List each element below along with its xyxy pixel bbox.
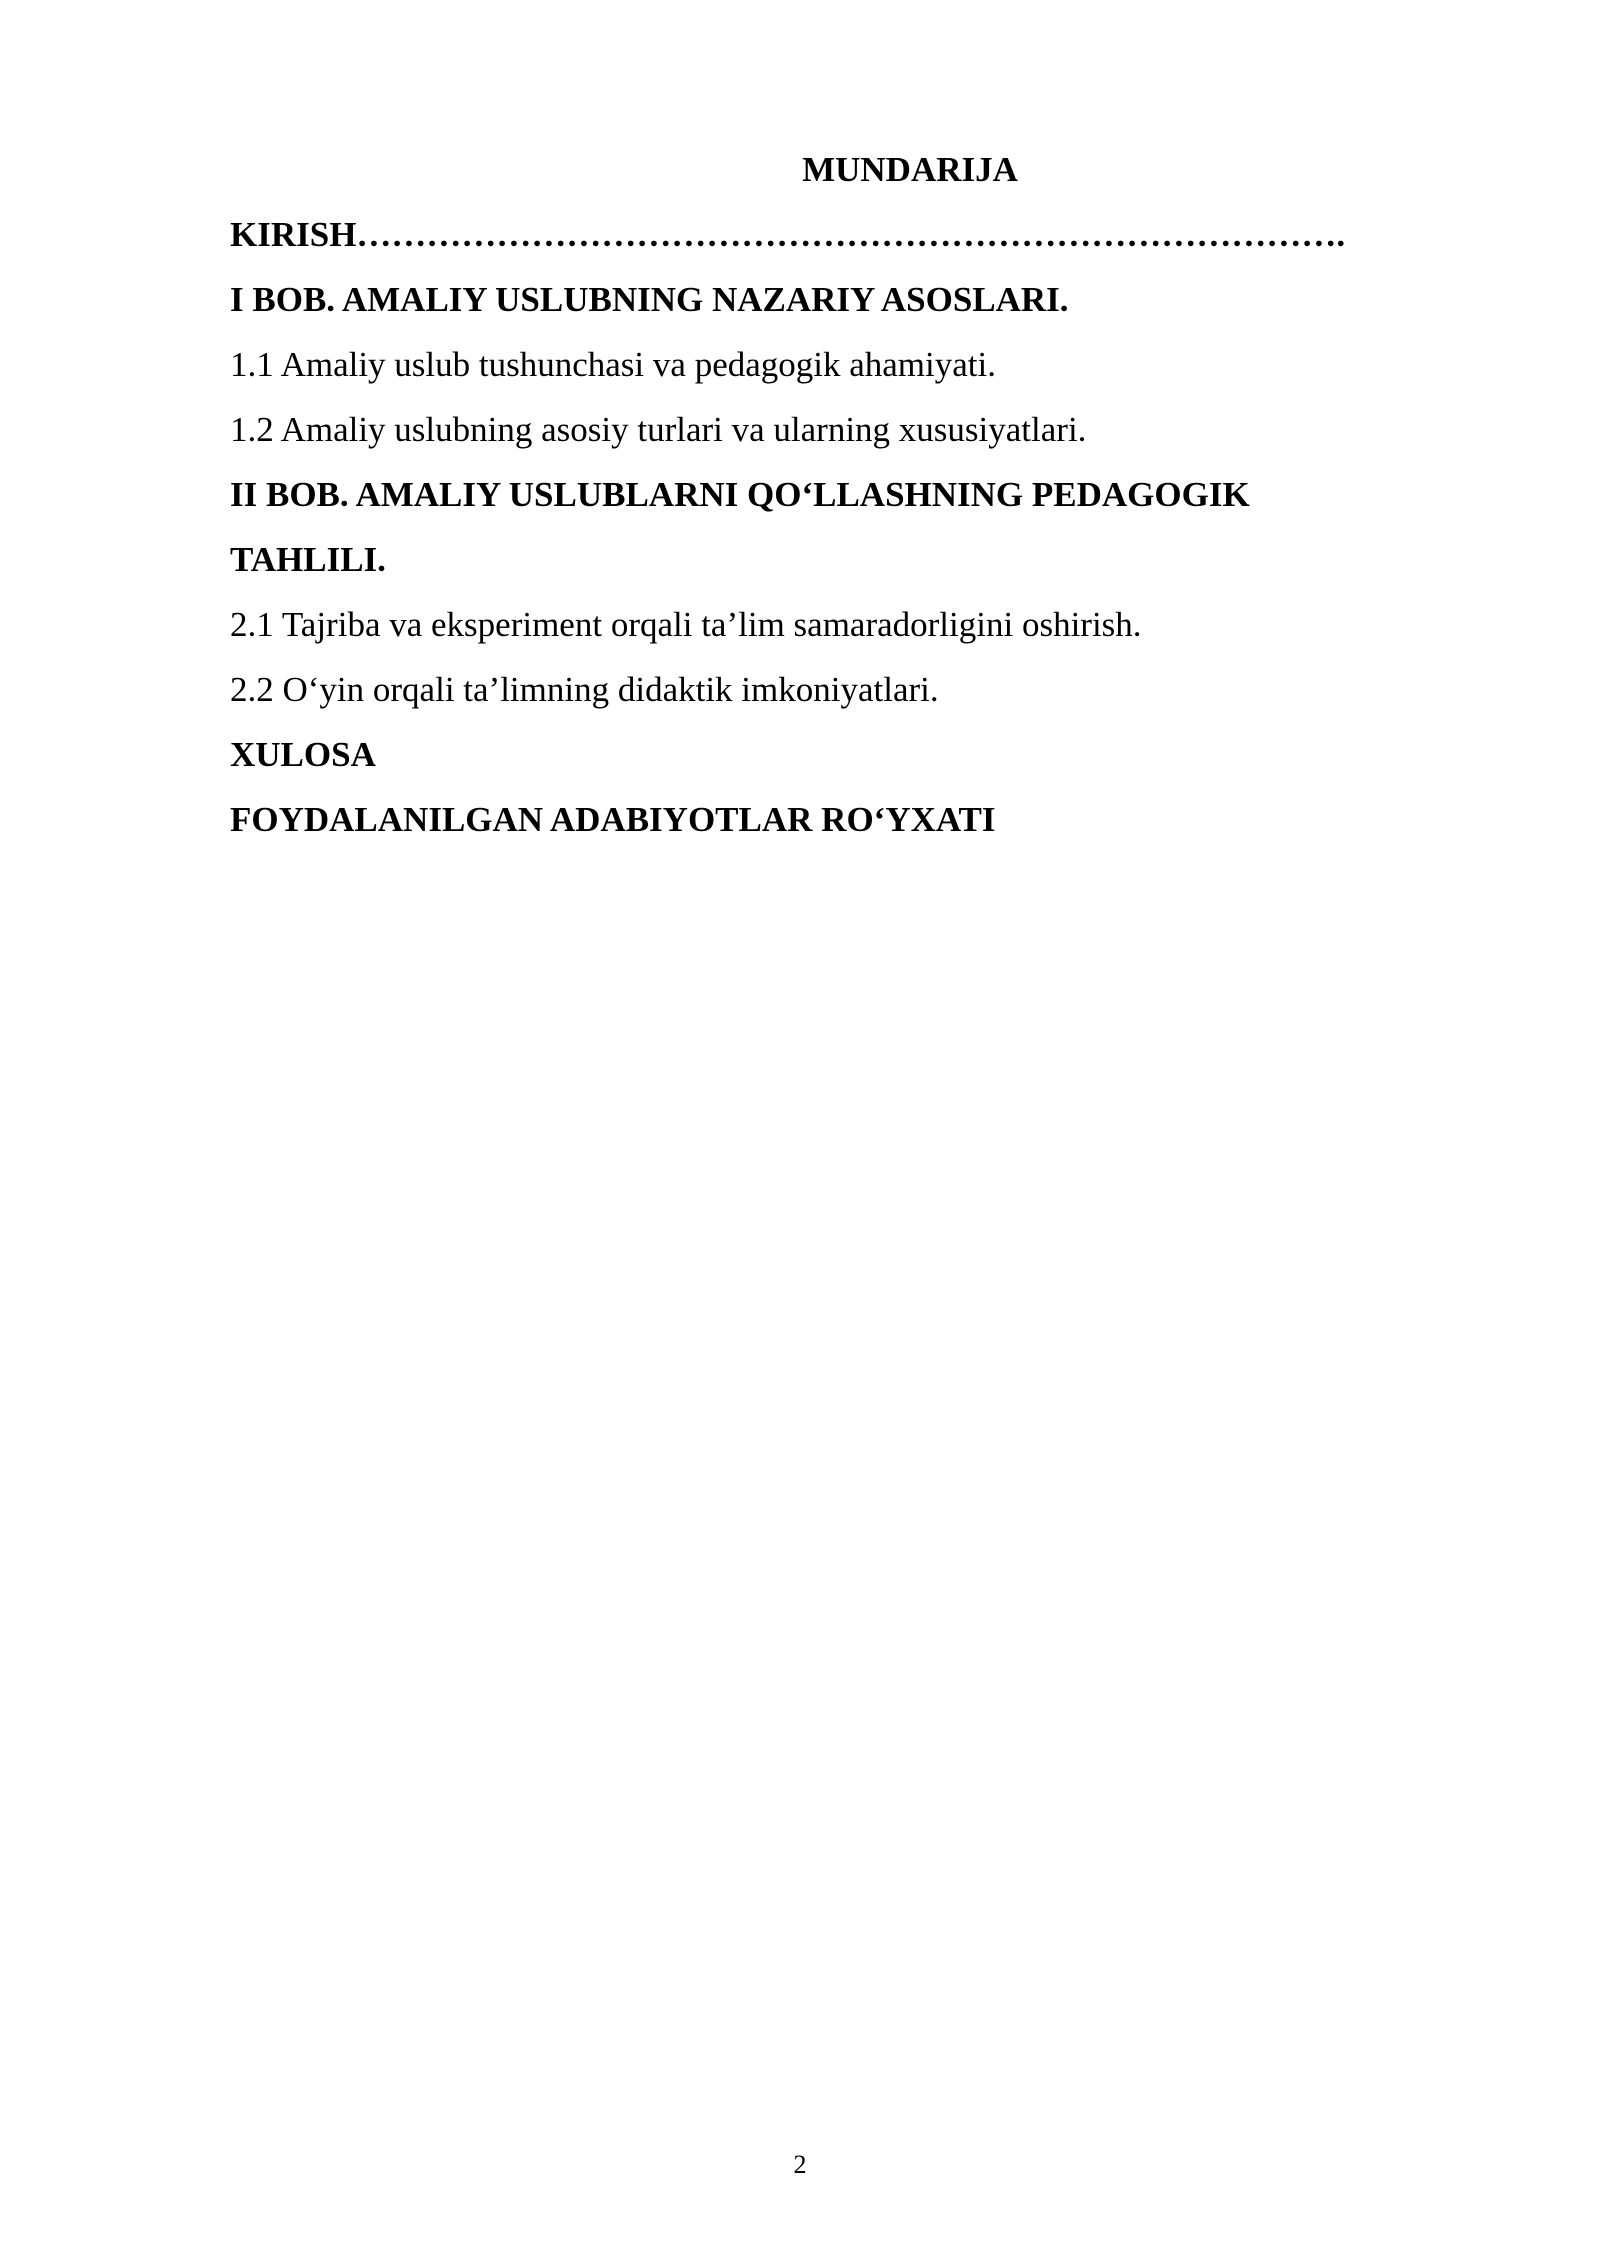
page-number: 2: [793, 2150, 807, 2179]
toc-entry-section-2-1: 2.1 Tajriba va eksperiment orqali ta’lim samaradorligini oshirish.: [230, 605, 1142, 644]
toc-entry-section-1-1: 1.1 Amaliy uslub tushunchasi va pedagogik ahamiyati.: [230, 345, 996, 384]
toc-entry-references: FOYDALANILGAN ADABIYOTLAR RO‘YXATI: [230, 800, 996, 839]
toc-title: MUNDARIJA: [802, 150, 1018, 189]
toc-entry-chapter-1: I BOB. AMALIY USLUBNING NAZARIY ASOSLARI.: [230, 280, 1069, 319]
table-of-contents: [230, 150, 1450, 865]
toc-entry-section-2-2: 2.2 O‘yin orqali ta’limning didaktik imkoniyatlari.: [230, 670, 939, 709]
toc-entry-section-1-2: 1.2 Amaliy uslubning asosiy turlari va ularning xususiyatlari.: [230, 410, 1087, 449]
toc-entry-kirish: KIRISH………………………………………………………………………….: [230, 215, 1346, 254]
toc-entry-xulosa: XULOSA: [230, 735, 376, 774]
toc-entry-chapter-2-line-1: II BOB. AMALIY USLUBLARNI QO‘LLASHNING PEDAGOGIK: [230, 475, 1250, 514]
toc-entry-chapter-2-line-2: TAHLILI.: [230, 540, 386, 579]
